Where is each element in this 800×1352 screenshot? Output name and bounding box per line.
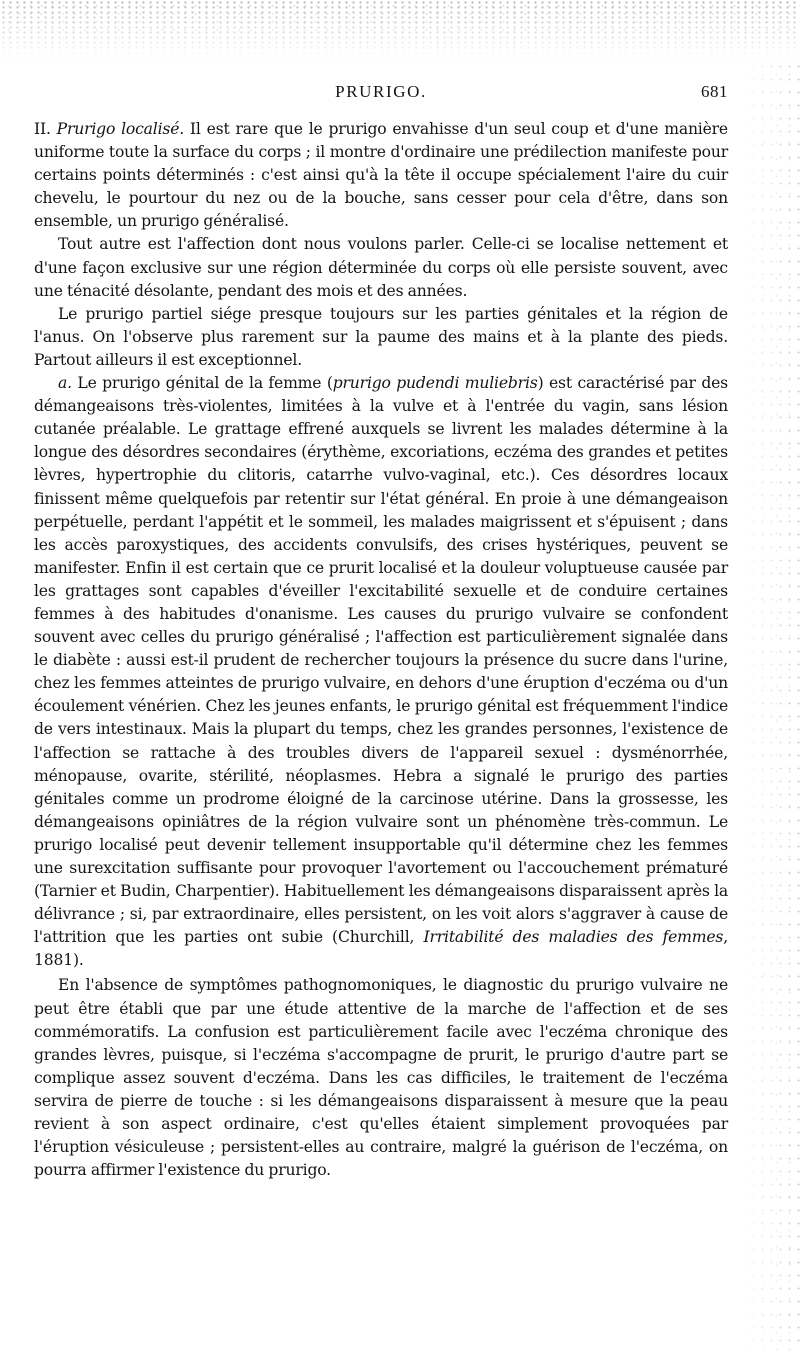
running-head: [34, 82, 728, 108]
paragraph-prurigo-genital: [34, 372, 728, 972]
paragraph-affection-localisee: Tout autre est l'affection dont nous voulons parler. Celle-ci se localise nettement et d'une façon exclusive sur une région déterminée du corps où elle persiste souvent, avec une ténacité désolante, pendant des mois et des années.: [34, 235, 728, 300]
cited-work-title: Irritabilité des maladies des femmes: [423, 928, 724, 947]
section-heading: Prurigo localisé.: [56, 120, 185, 138]
section-number: II.: [34, 120, 57, 138]
paragraph-text: Il est rare que le prurigo envahisse d'un seul coup et d'une manière uniforme toute la surface du corps ; il montre d'ordinaire une prédilection manifeste pour certains points déterminés : c'est ainsi qu'à la tête il occupe spécialement l'aire du cuir chevelu, le pourtour du nez ou de la bouche, sans cesser pour cela d'être, dans son ensemble, un prurigo généralisé.: [34, 120, 728, 231]
latin-term: prurigo pudendi muliebris: [332, 374, 538, 393]
paragraph-text: ) est caractérisé par des démangeaisons très-violentes, limitées à la vulve et à l'entrée du vagin, sans lésion cutanée préalable. Le grattage effrené auxquels se livrent les malades détermine à la longue des désordres secondaires (érythème, excoriations, eczéma des grandes et petites lèvres, hypertrophie du clitoris, catarrhe vulvo-vaginal, etc.). Ces désordres locaux finissent même quelquefois par retentir sur l'état général. En proie à une démangeaison perpétuelle, perdant l'appétit et le sommeil, les malades maigrissent et s'épuisent ; dans les accès paroxystiques, des accidents convulsifs, des crises hystériques, peuvent se manifester. Enfin il est certain que ce prurit localisé et la douleur voluptueuse causée par les grattages sont capables d'éveiller l'excitabilité sexuelle et de conduire certaines femmes à des habitudes d'onanisme. Les causes du prurigo vulvaire se confondent souvent avec celles du prurigo généralisé ; l'affection est particulièrement signalée dans le diabète : aussi est-il prudent de rechercher toujours la présence du sucre dans l'urine, chez les femmes atteintes de prurigo vulvaire, en dehors d'une éruption d'eczéma ou d'un écoulement vénérien. Chez les jeunes enfants, le prurigo génital est fréquemment l'indice de vers intestinaux. Mais la plupart du temps, chez les grandes personnes, l'existence de l'affection se rattache à des troubles divers de l'appareil sexuel : dysménorrhée, ménopause, ovarite, stérilité, néoplasmes. Hebra a signalé le prurigo des parties génitales comme un prodrome éloigné de la carcinose utérine. Dans la grossesse, les démangeaisons opiniâtres de la région vulvaire sont un phénomène très-commun. Le prurigo localisé peut devenir tellement insupportable qu'il détermine chez les femmes une surexcitation suffisante pour provoquer l'avortement ou l'accouchement prématuré (Tarnier et Budin, Charpentier). Habituellement les démangeaisons disparaissent après la délivrance ; si, par extraordinaire, elles persistent, on les voit alors s'aggraver à cause de l'attrition que les parties ont subie (Churchill,: [34, 374, 728, 947]
print-speckle-top: [0, 0, 800, 60]
running-title: PRURIGO.: [335, 82, 427, 101]
paragraph-prurigo-partiel: Le prurigo partiel siége presque toujours sur les parties génitales et la région de l'anus. On l'observe plus rarement sur la paume des mains et à la plante des pieds. Partout ailleurs il est exceptionnel.: [34, 304, 728, 369]
paragraph-prurigo-localise: [34, 118, 728, 233]
paragraph-text: Le prurigo génital de la femme (: [71, 374, 333, 393]
body-text: [34, 118, 728, 1182]
page-number: 681: [701, 82, 728, 101]
print-speckle-right: [740, 60, 800, 1352]
paragraph-diagnostic: En l'absence de symptômes pathognomoniques, le diagnostic du prurigo vulvaire ne peut être établi que par une étude attentive de la marche de l'affection et de ses commémoratifs. La confusion est particulièrement facile avec l'eczéma chronique des grandes lèvres, puisque, si l'eczéma s'accompagne de prurit, le prurigo d'autre part se complique assez souvent d'eczéma. Dans les cas difficiles, le traitement de l'eczéma servira de pierre de touche : si les démangeaisons disparaissent à mesure que la peau revient à son aspect ordinaire, c'est qu'elles étaient simplement provoquées par l'éruption vésiculeuse ; persistent-elles au contraire, malgré la guérison de l'eczéma, on pourra affirmer l'existence du prurigo.: [34, 976, 728, 1180]
citation-year: , 1881).: [34, 928, 728, 970]
subsection-letter: a.: [58, 374, 72, 393]
